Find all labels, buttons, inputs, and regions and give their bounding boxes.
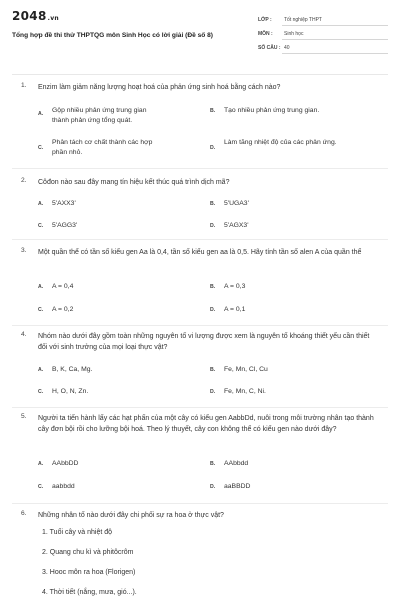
statement-item: 2. Quang chu kì và phitôcrôm xyxy=(42,549,134,556)
logo-main: 2048 xyxy=(12,9,47,23)
question-text: Nhóm nào dưới đây gồm toàn những nguyên tố vi lượng được xem là nguyên tố khoáng thiết yếu cần thiết đối với sinh trưởng của mọi loại thực vật? xyxy=(38,333,370,351)
option-text: aabbdd xyxy=(52,483,75,490)
question-text: Những nhân tố nào dưới đây chi phối sự ra hoa ở thực vật? xyxy=(38,512,224,519)
option-text: H, O, N, Zn. xyxy=(52,388,89,395)
option-letter: D. xyxy=(210,389,216,395)
document-title: Tổng hợp đề thi thử THPTQG môn Sinh Học có lời giải (Đề số 8) xyxy=(12,32,213,39)
option-letter: B. xyxy=(210,284,216,290)
meta-class-value: Tốt nghiệp THPT xyxy=(284,17,322,23)
site-logo[interactable] xyxy=(12,9,59,23)
option-text: 5'AXX3' xyxy=(52,200,76,207)
meta-class-row xyxy=(258,14,388,28)
option-text: Fe, Mn, Cl, Cu xyxy=(224,366,268,373)
question-divider xyxy=(12,407,388,408)
header-divider xyxy=(12,74,388,75)
option-text: B, K, Ca, Mg. xyxy=(52,366,93,373)
question-text: Enzim làm giảm năng lượng hoạt hoá của phản ứng sinh hoá bằng cách nào? xyxy=(38,84,281,91)
option-letter: C. xyxy=(38,145,44,151)
option-letter: C. xyxy=(38,223,44,229)
meta-count-value: 40 xyxy=(284,45,290,51)
option-letter: D. xyxy=(210,223,216,229)
option-text: A = 0,3 xyxy=(224,283,246,290)
question-number: 2. xyxy=(21,177,27,184)
meta-subject-row xyxy=(258,28,388,42)
document-header xyxy=(0,0,400,62)
option-letter: C. xyxy=(38,389,44,395)
option-text: A = 0,2 xyxy=(52,306,74,313)
option-letter: D. xyxy=(210,484,216,490)
meta-subject-key: MÔN : xyxy=(258,31,273,37)
option-text: AAbbdd xyxy=(224,460,249,467)
meta-subject-value: Sinh học xyxy=(284,31,304,37)
question-text: Người ta tiến hành lấy các hạt phấn của một cây có kiểu gen AabbDd, nuôi trong môi trường nhân tạo thành cây đơn bội rồi cho lưỡng bội hoá. Theo lý thuyết, cây con không thể có kiểu gen nào dưới đây? xyxy=(38,415,374,433)
option-letter: B. xyxy=(210,108,216,114)
option-text: AAbbDD xyxy=(52,460,79,467)
option-letter: D. xyxy=(210,307,216,313)
meta-class-key: LỚP : xyxy=(258,17,272,23)
option-letter: B. xyxy=(210,461,216,467)
meta-count-key: SỐ CÂU : xyxy=(258,45,281,51)
statement-item: 1. Tuổi cây và nhiệt độ xyxy=(42,529,113,536)
question-text: Một quần thể có tần số kiểu gen Aa là 0,4, tần số kiểu gen aa là 0,5. Hãy tính tần số alen A của quần thể xyxy=(38,249,362,256)
option-text: Tạo nhiều phản ứng trung gian. xyxy=(224,107,320,114)
question-number: 6. xyxy=(21,510,27,517)
option-text: Phân tách cơ chất thành các hợp phần nhỏ. xyxy=(52,139,153,156)
option-letter: B. xyxy=(210,367,216,373)
question-divider xyxy=(12,168,388,169)
question-number: 4. xyxy=(21,331,27,338)
option-text: A = 0,1 xyxy=(224,306,246,313)
option-letter: D. xyxy=(210,145,216,151)
option-letter: A. xyxy=(38,461,44,467)
option-letter: A. xyxy=(38,284,44,290)
logo-suffix: .vn xyxy=(47,15,59,22)
meta-underline xyxy=(282,53,388,54)
question-number: 5. xyxy=(21,413,27,420)
question-divider xyxy=(12,239,388,240)
option-letter: B. xyxy=(210,201,216,207)
question-number: 1. xyxy=(21,82,27,89)
option-text: 5'UGA3' xyxy=(224,200,249,207)
option-text: 5'AGG3' xyxy=(52,222,78,229)
option-text: Làm tăng nhiệt độ của các phản ứng. xyxy=(224,139,337,146)
option-text: A = 0,4 xyxy=(52,283,74,290)
option-text: Fe, Mn, C, Ni. xyxy=(224,388,266,395)
option-letter: A. xyxy=(38,201,44,207)
option-letter: C. xyxy=(38,484,44,490)
question-number: 3. xyxy=(21,247,27,254)
option-letter: C. xyxy=(38,307,44,313)
question-divider xyxy=(12,325,388,326)
option-letter: A. xyxy=(38,111,44,117)
meta-count-row xyxy=(258,42,388,56)
option-text: aaBBDD xyxy=(224,483,251,490)
option-text: Gộp nhiều phản ứng trung gian thành phản ứng tổng quát. xyxy=(52,107,147,124)
option-letter: A. xyxy=(38,367,44,373)
meta-underline xyxy=(282,39,388,40)
statement-item: 3. Hooc môn ra hoa (Florigen) xyxy=(42,569,136,576)
meta-underline xyxy=(282,25,388,26)
question-text: Côđon nào sau đây mang tín hiệu kết thúc quá trình dịch mã? xyxy=(38,179,230,186)
option-text: 5'AGX3' xyxy=(224,222,249,229)
statement-item: 4. Thời tiết (nắng, mưa, gió...). xyxy=(42,589,137,596)
question-divider xyxy=(12,503,388,504)
meta-panel xyxy=(258,14,388,56)
